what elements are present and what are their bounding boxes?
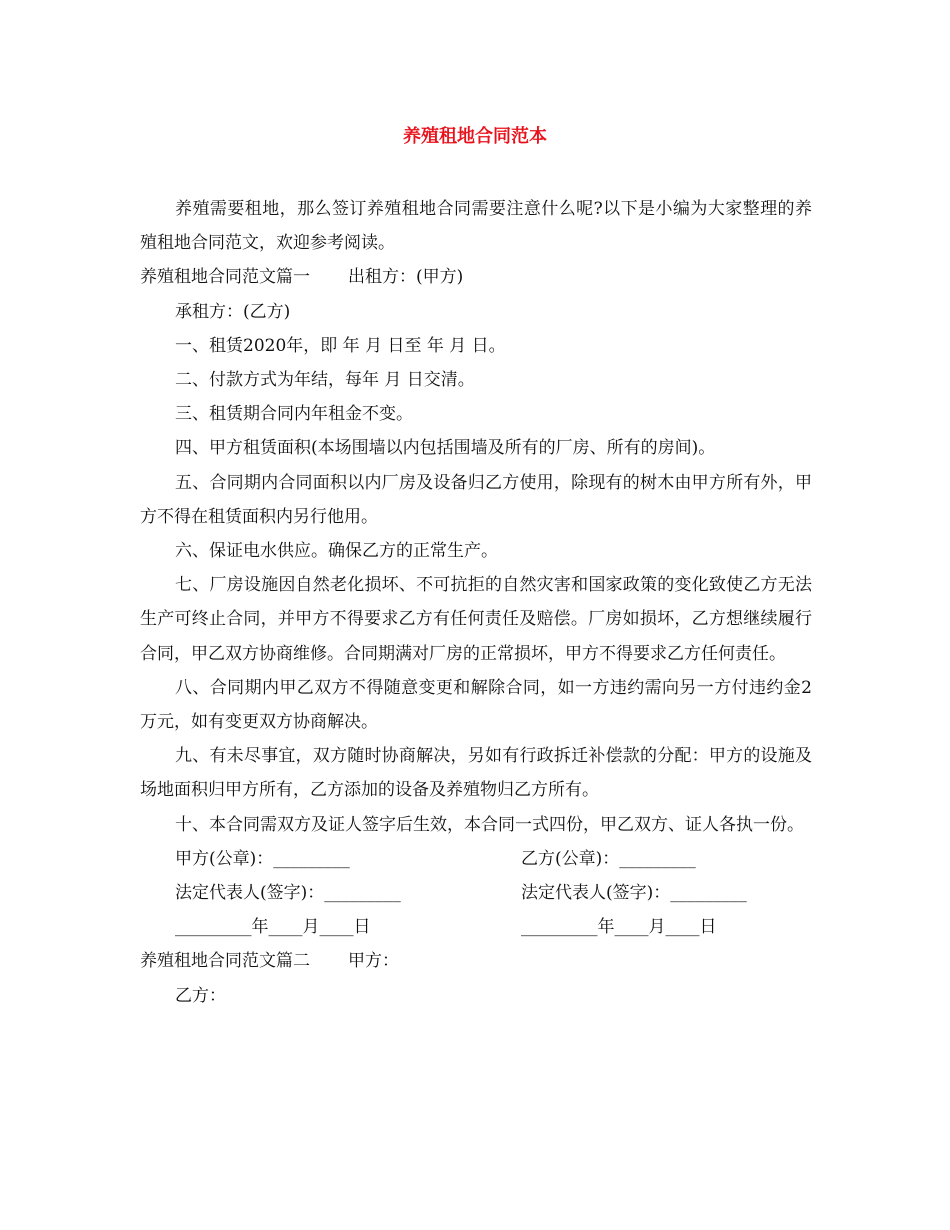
section2-heading-row [140,944,812,978]
section2-party-b-label: 乙方： [175,985,226,1006]
section2-party-a-label: 甲方： [348,951,399,972]
party-b-rep-field: 法定代表人(签字)：_________ [521,883,747,904]
clause-5: 五、合同期内合同面积以内厂房及设备归乙方使用，除现有的树木由甲方所有外，甲方不得在租赁面积内另行他用。 [140,472,812,527]
intro-paragraph: 养殖需要租地，那么签订养殖租地合同需要注意什么呢?以下是小编为大家整理的养殖租地合同范文，欢迎参考阅读。 [140,199,812,254]
signature-row-date [140,910,812,944]
section1-heading: 养殖租地合同范文篇一 [140,267,310,288]
clause-2: 二、付款方式为年结，每年 月 日交清。 [175,370,475,391]
party-a-rep-field: 法定代表人(签字)：_________ [175,883,401,904]
document-title: 养殖租地合同范本 [403,126,547,147]
lessee-label: 承租方：(乙方) [175,301,291,322]
signature-row-seal [140,842,812,876]
clause-10: 十、本合同需双方及证人签字后生效，本合同一式四份，甲乙双方、证人各执一份。 [175,814,804,835]
party-b-date-field: _________年____月____日 [521,917,717,938]
clause-9: 九、有未尽事宜，双方随时协商解决，另如有行政拆迁补偿款的分配：甲方的设施及场地面积归甲方所有，乙方添加的设备及养殖物归乙方所有。 [140,746,812,801]
section2-heading: 养殖租地合同范文篇二 [140,951,310,972]
lessor-label: 出租方：(甲方) [348,267,464,288]
clause-8: 八、合同期内甲乙双方不得随意变更和解除合同，如一方违约需向另一方付违约金2万元，如有变更双方协商解决。 [140,677,812,733]
clause-3: 三、租赁期合同内年租金不变。 [175,404,413,425]
signature-row-representative [140,876,812,910]
party-b-seal-field: 乙方(公章)：_________ [521,848,696,869]
clause-1: 一、租赁2020年，即 年 月 日至 年 月 日。 [175,335,506,356]
party-a-date-field: _________年____月____日 [175,917,371,938]
document-body [140,192,812,1013]
party-a-seal-field: 甲方(公章)：_________ [175,848,350,869]
clause-4: 四、甲方租赁面积(本场围墙以内包括围墙及所有的厂房、所有的房间)。 [175,438,716,459]
clause-7: 七、厂房设施因自然老化损坏、不可抗拒的自然灾害和国家政策的变化致使乙方无法生产可终止合同，并甲方不得要求乙方有任何责任及赔偿。厂房如损坏，乙方想继续履行合同，甲乙双方协商维修。合同期满对厂房的正常损坏，甲方不得要求乙方任何责任。 [140,575,812,664]
clause-6: 六、保证电水供应。确保乙方的正常生产。 [175,541,498,562]
section1-heading-row [140,260,812,294]
